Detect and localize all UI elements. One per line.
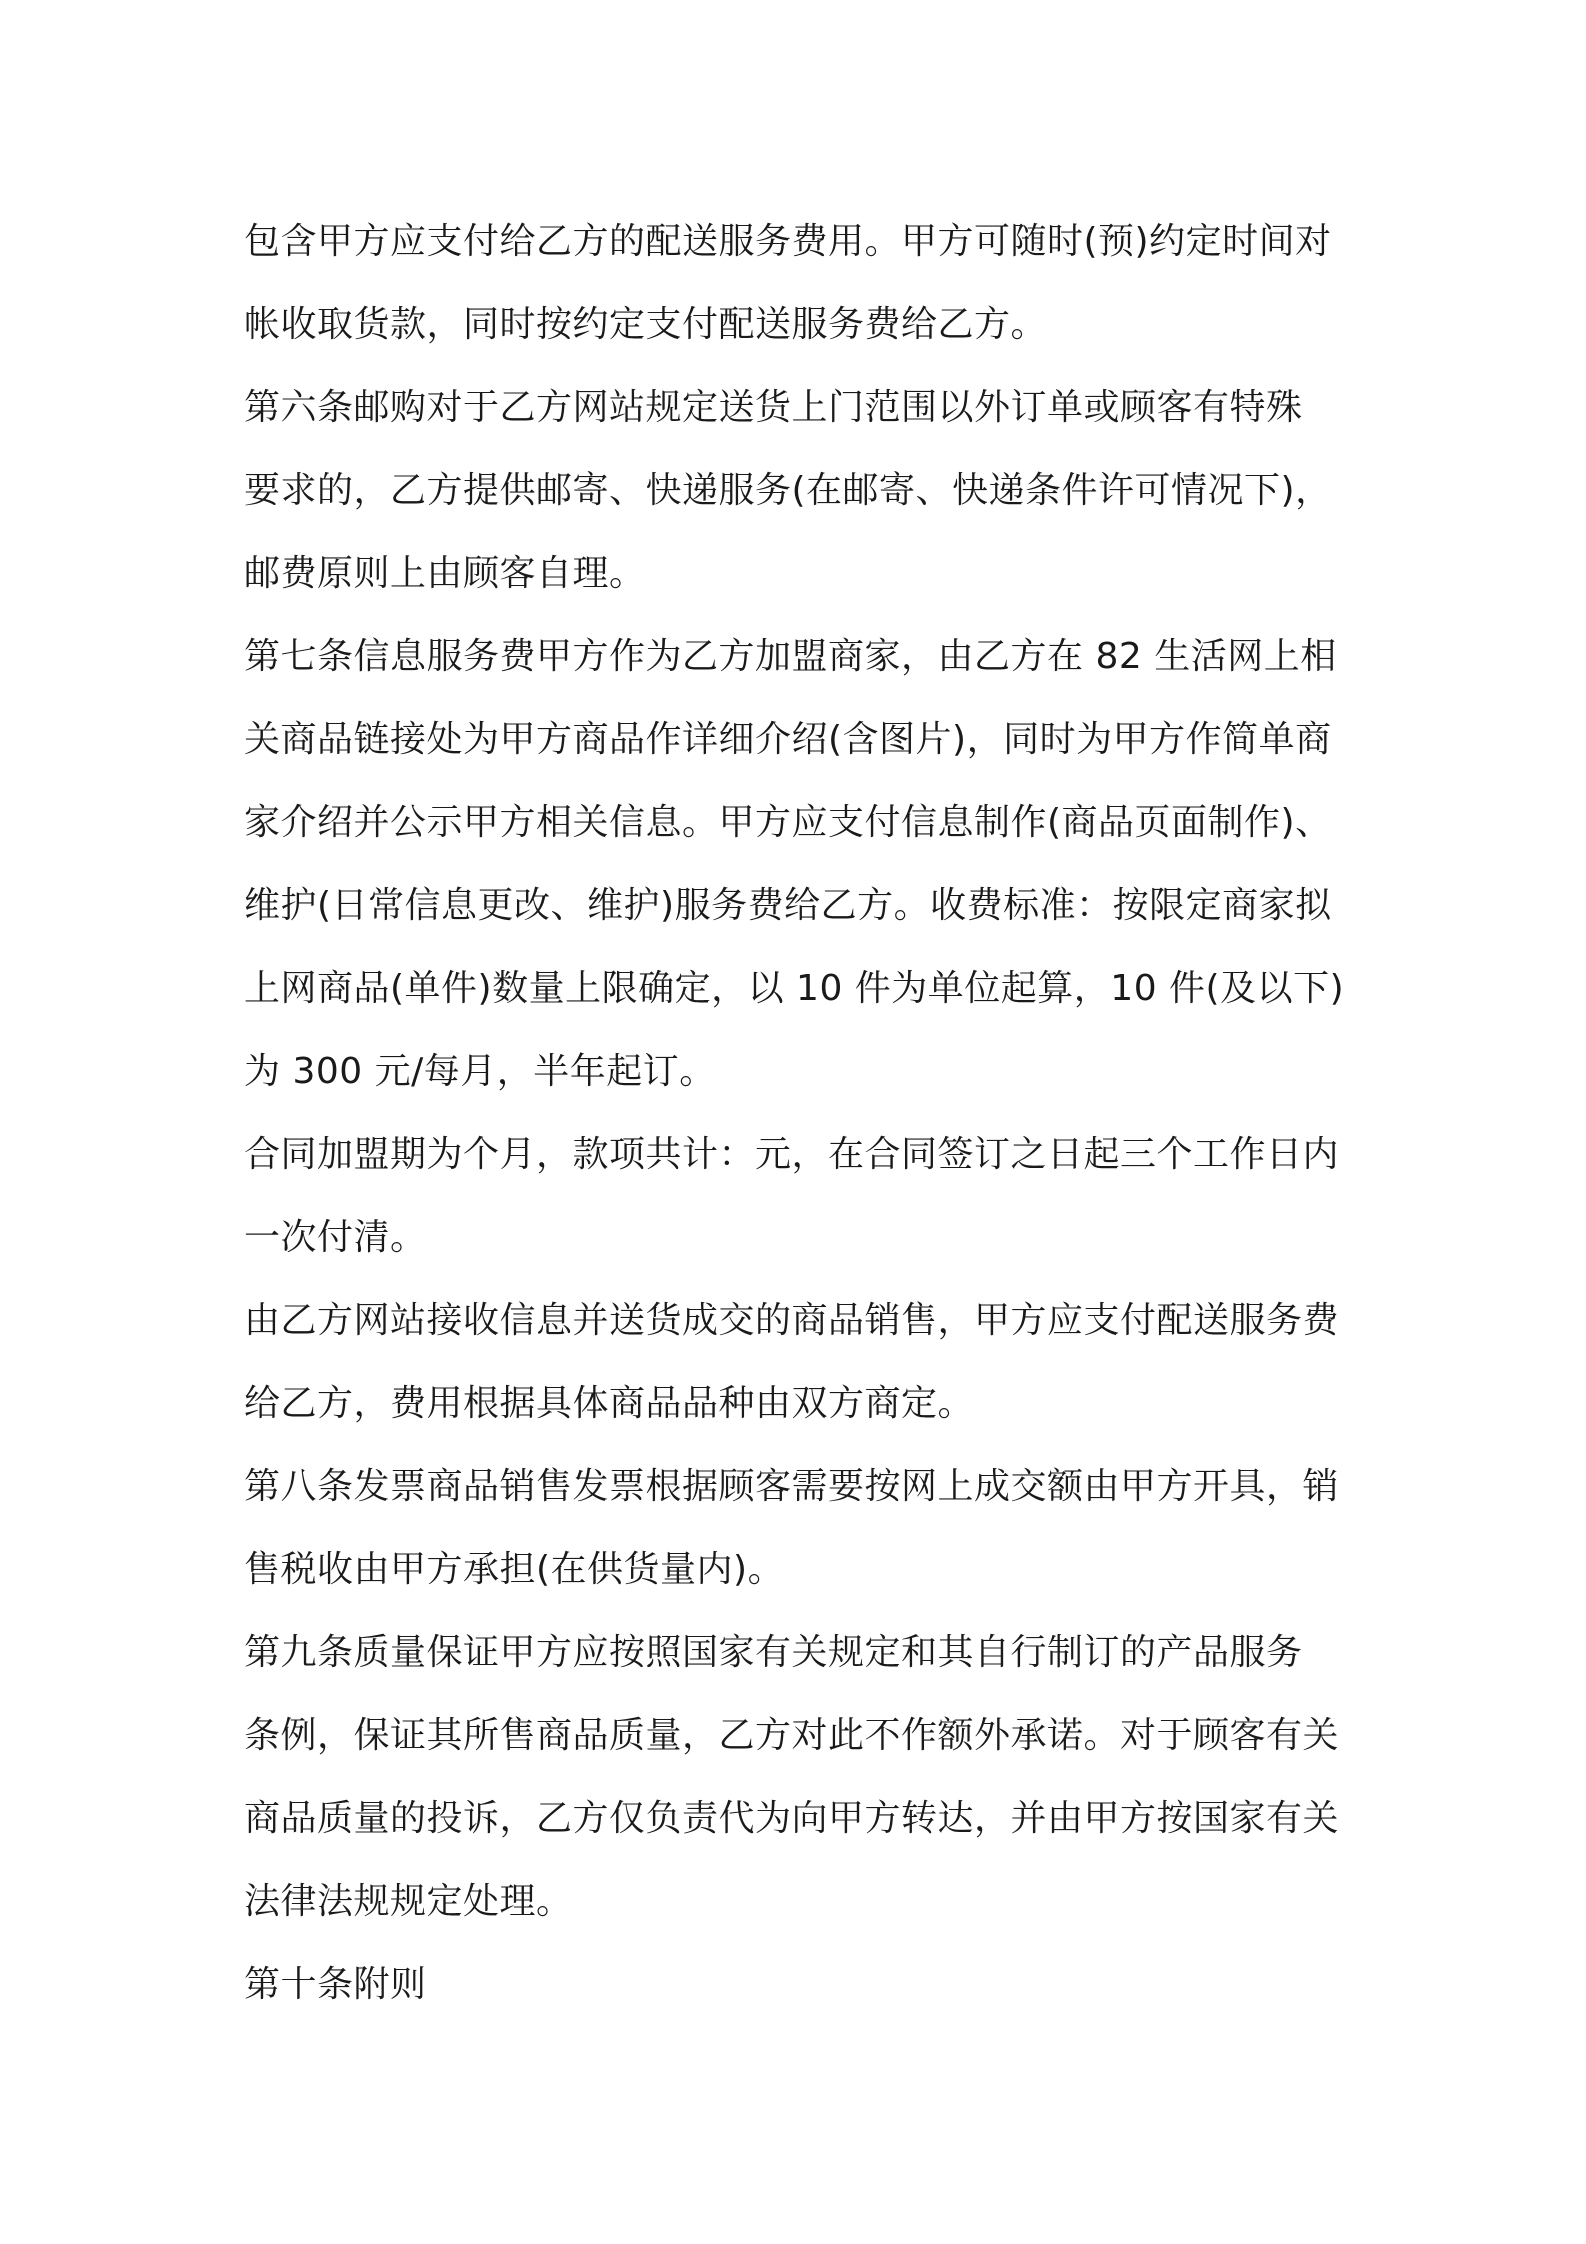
paragraph-contract-period: 合同加盟期为个月，款项共计：元，在合同签订之日起三个工作日内 一次付清。 — [244, 1134, 1340, 1258]
paragraph-article-8-invoice: 第八条发票商品销售发票根据顾客需要按网上成交额由甲方开具，销 售税收由甲方承担(在供货量内)。 — [244, 1466, 1340, 1590]
document-body — [244, 200, 1354, 2026]
paragraph-article-9-quality: 第九条质量保证甲方应按照国家有关规定和其自行制订的产品服务 条例，保证其所售商品质量，乙方对此不作额外承诺。对于顾客有关 商品质量的投诉，乙方仅负责代为向甲方转达，并由甲方按国家有关 法律法规规定处理。 — [244, 1632, 1340, 1922]
paragraph-article-6-mail-order: 第六条邮购对于乙方网站规定送货上门范围以外订单或顾客有特殊 要求的，乙方提供邮寄、快递服务(在邮寄、快递条件许可情况下)， 邮费原则上由顾客自理。 — [244, 387, 1332, 594]
paragraph-article-10-heading: 第十条附则 — [244, 1964, 427, 2005]
paragraph-delivery-service-fee: 由乙方网站接收信息并送货成交的商品销售，甲方应支付配送服务费 给乙方，费用根据具体商品品种由双方商定。 — [244, 1300, 1340, 1424]
paragraph-payment-terms: 包含甲方应支付给乙方的配送服务费用。甲方可随时(预)约定时间对 帐收取货款，同时按约定支付配送服务费给乙方。 — [244, 221, 1332, 345]
paragraph-article-7-info-service-fee: 第七条信息服务费甲方作为乙方加盟商家，由乙方在 82 生活网上相 关商品链接处为甲方商品作详细介绍(含图片)，同时为甲方作简单商 家介绍并公示甲方相关信息。甲方应支付信息制作(商品页面制作)、 维护(日常信息更改、维护)服务费给乙方。收费标准：按限定商家拟 上网商品(单件)数量上限确定，以 10 件为单位起算，10 件(及以下) 为 300 元/每月，半年起订。 — [244, 636, 1345, 1092]
